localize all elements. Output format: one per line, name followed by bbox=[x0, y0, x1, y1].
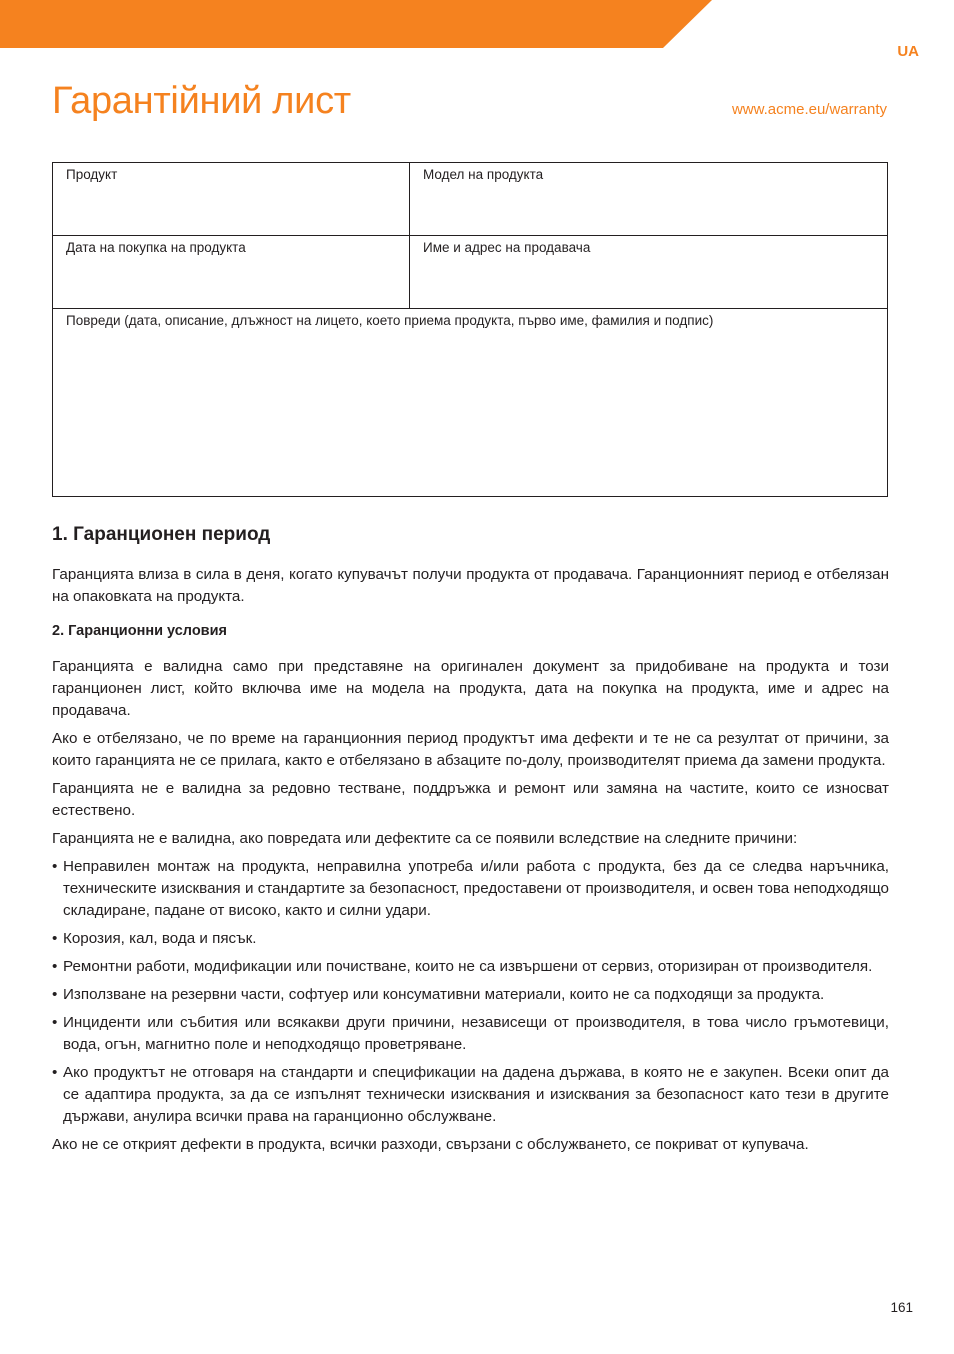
product-field: Продукт bbox=[53, 163, 410, 236]
section2-paragraph: Гаранцията не е валидна, ако повредата или дефектите са се появили вследствие на следните причини: bbox=[52, 830, 798, 847]
list-item: • Корозия, кал, вода и пясък. bbox=[52, 928, 889, 950]
language-code: UA bbox=[897, 43, 919, 60]
section2-paragraph: Ако е отбелязано, че по време на гаранционния период продуктът има дефекти и те не са резултат от причини, за които гаранцията не се прилага, както е отбелязано в абзаците по-долу, производителят приема да замени продукта. bbox=[52, 730, 889, 769]
list-item: • Ако продуктът не отговаря на стандарти и спецификации на дадена държава, в която не е закупен. Всеки опит да се адаптира продукта, за да се изпълнят технически изисквания и изисквания за безопасност като тези в другите държави, анулира всички права на гаранционно обслужване. bbox=[52, 1064, 889, 1125]
purchase-date-field: Дата на покупка на продукта bbox=[53, 236, 410, 309]
list-item: • Неправилен монтаж на продукта, неправилна употреба и/или работа с продукта, без да се следва наръчника, техническите изисквания и стандартите за безопасност, предоставени от производителя, и освен това неподходящо складиране, падане от високо, както и силни удари. bbox=[52, 858, 889, 919]
damages-field: Повреди (дата, описание, длъжност на лицето, което приема продукта, първо име, фамилия и подпис) bbox=[53, 309, 888, 497]
list-item: • Ремонтни работи, модификации или почистване, които не са извършени от сервиз, оторизиран от производителя. bbox=[52, 956, 889, 978]
bullet-icon: • bbox=[52, 858, 58, 875]
closing-paragraph: Ако не се открият дефекти в продукта, всички разходи, свързани с обслужването, се покриват от купувача. bbox=[52, 1136, 809, 1153]
bullet-icon: • bbox=[52, 1014, 58, 1031]
warranty-text bbox=[52, 522, 889, 1162]
exclusions-list bbox=[52, 856, 889, 1128]
bullet-icon: • bbox=[52, 930, 58, 947]
section2-heading: 2. Гаранционни условия bbox=[52, 623, 227, 639]
bullet-icon: • bbox=[52, 986, 58, 1003]
section1-heading: 1. Гаранционен период bbox=[52, 524, 271, 545]
section1-text: Гаранцията влиза в сила в деня, когато купувачът получи продукта от продавача. Гаранционният период е отбелязан на опаковката на продукта. bbox=[52, 566, 889, 605]
page-title: Гарантійний лист bbox=[52, 80, 351, 122]
seller-field: Име и адрес на продавача bbox=[410, 236, 888, 309]
section2-paragraph: Гаранцията е валидна само при представяне на оригинален документ за придобиване на продукта и този гаранционен лист, който включва име на модела на продукта, дата на покупка на продукта, име и адрес на продавача. bbox=[52, 658, 889, 719]
bullet-icon: • bbox=[52, 1064, 58, 1081]
section2-paragraph: Гаранцията не е валидна за редовно тестване, поддръжка и ремонт или замяна на частите, които се износват естествено. bbox=[52, 780, 889, 819]
warranty-url[interactable]: www.acme.eu/warranty bbox=[731, 101, 887, 118]
bullet-icon: • bbox=[52, 958, 58, 975]
list-item: • Използване на резервни части, софтуер или консумативни материали, които не са подходящи за продукта. bbox=[52, 984, 889, 1006]
list-item: • Инциденти или събития или всякакви други причини, независещи от производителя, в това число гръмотевици, вода, огън, магнитно поле и неподходящо проветряване. bbox=[52, 1014, 889, 1053]
header-banner bbox=[0, 0, 954, 50]
page-number: 161 bbox=[890, 1300, 913, 1315]
warranty-form-table bbox=[52, 162, 888, 497]
model-field: Модел на продукта bbox=[410, 163, 888, 236]
